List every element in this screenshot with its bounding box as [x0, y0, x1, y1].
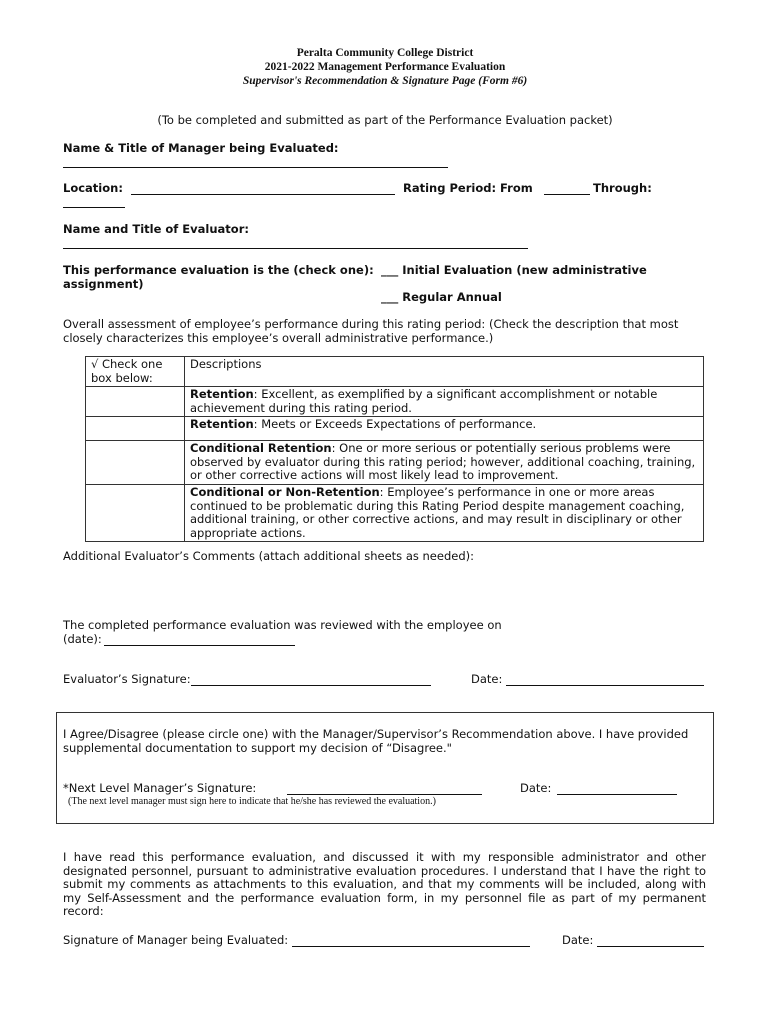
agree-disagree-text: I Agree/Disagree (please circle one) with the Manager/Supervisor’s Recommendation above. I have provided supplemental documentation to support my decision of “Disagree." [63, 727, 689, 755]
review-date-field[interactable] [104, 645, 295, 646]
rating-period-label: Rating Period: From [403, 181, 533, 195]
next-level-date-label: Date: [520, 781, 552, 795]
table-row: Conditional or Non-Retention: Employee’s performance in one or more areas continued to be problematic during this Rating Period despite management coaching, additional training, or other corrective actions, and may result in disciplinary or other appropriate actions. [185, 485, 704, 542]
district-title: Peralta Community College District [296, 47, 474, 59]
through-label: Through: [593, 181, 652, 195]
checkbox-cell[interactable] [86, 417, 185, 441]
manager-date-label: Date: [562, 933, 594, 947]
checkbox-cell[interactable] [86, 485, 185, 542]
table-row: Retention: Meets or Exceeds Expectations of performance. [185, 417, 704, 441]
next-level-signature-field[interactable] [287, 794, 482, 795]
next-level-signature-label: *Next Level Manager’s Signature: [63, 781, 257, 795]
reviewed-line2: (date): [63, 632, 102, 646]
evaluator-date-label: Date: [471, 672, 503, 686]
table-row: Conditional Retention: One or more serious or potentially serious problems were observed by evaluator during this rating period; however, additional coaching, training, or other corrective actions will most likely lead to improvement. [185, 441, 704, 485]
manager-signature-field[interactable] [292, 946, 530, 947]
evaluator-label: Name and Title of Evaluator: [63, 222, 249, 236]
rating-from-field[interactable] [544, 194, 590, 195]
table-row: Retention: Excellent, as exemplified by a significant accomplishment or notable achievement during this rating period. [185, 387, 704, 417]
assessment-table [85, 356, 704, 542]
manager-name-label: Name & Title of Manager being Evaluated: [63, 141, 339, 155]
form-title: 2021-2022 Management Performance Evaluation [264, 61, 506, 73]
location-label: Location: [63, 181, 123, 195]
initial-evaluation-option[interactable]: ___ Initial Evaluation (new administrative [381, 263, 647, 277]
form-subtitle: Supervisor's Recommendation & Signature Page (Form #6) [242, 75, 528, 87]
regular-annual-option[interactable]: ___ Regular Annual [381, 290, 502, 304]
checkbox-cell[interactable] [86, 387, 185, 417]
overall-assessment-line2: closely characterizes this employee’s overall administrative performance.) [63, 331, 494, 345]
reviewed-line1: The completed performance evaluation was reviewed with the employee on [63, 618, 502, 632]
next-level-note: (The next level manager must sign here to indicate that he/she has reviewed the evaluation.) [68, 796, 436, 807]
checkbox-cell[interactable] [86, 441, 185, 485]
next-level-date-field[interactable] [557, 794, 677, 795]
rating-through-field[interactable] [63, 207, 125, 208]
descriptions-header: Descriptions [185, 357, 704, 387]
manager-name-field[interactable] [63, 167, 448, 168]
evaluator-field[interactable] [63, 248, 528, 249]
eval-type-label-cont: assignment) [63, 277, 144, 291]
eval-type-label: This performance evaluation is the (check one): [63, 263, 374, 277]
comments-label: Additional Evaluator’s Comments (attach additional sheets as needed): [63, 549, 474, 563]
evaluator-signature-field[interactable] [191, 685, 431, 686]
overall-assessment-line1: Overall assessment of employee’s performance during this rating period: (Check the description that most [63, 317, 679, 331]
manager-signature-label: Signature of Manager being Evaluated: [63, 933, 289, 947]
evaluator-date-field[interactable] [506, 685, 704, 686]
location-field[interactable] [131, 194, 395, 195]
evaluator-signature-label: Evaluator’s Signature: [63, 672, 191, 686]
acknowledgement-text: I have read this performance evaluation, and discussed it with my responsible administrator and other designated personnel, pursuant to administrative evaluation procedures. I understand that I have the right to submit my comments as attachments to this evaluation, and that my comments will be included, along with my Self-Assessment and the performance evaluation form, in my personnel file as part of my permanent record: [63, 850, 706, 919]
manager-date-field[interactable] [597, 946, 704, 947]
check-header: √ Check one box below: [86, 357, 185, 387]
instruction-text: (To be completed and submitted as part of the Performance Evaluation packet) [157, 113, 613, 127]
